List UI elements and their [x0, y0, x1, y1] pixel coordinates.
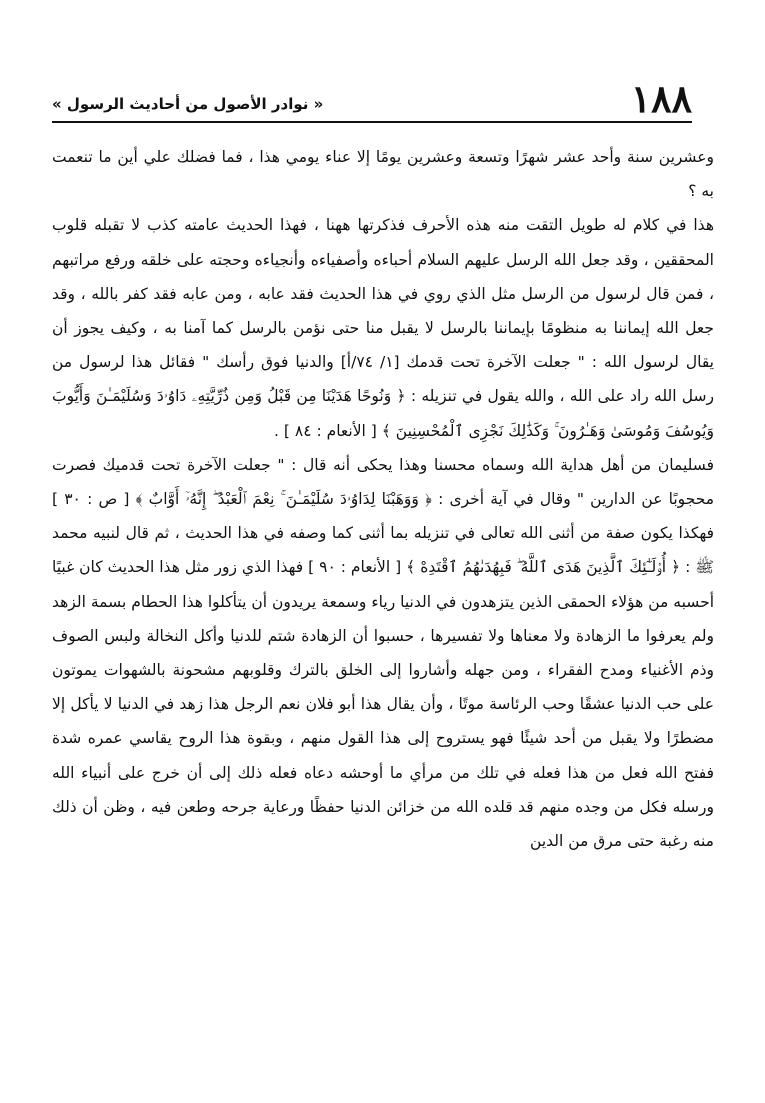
page-number: ١٨٨ — [630, 76, 692, 121]
paragraph: وعشرين سنة وأحد عشر شهرًا وتسعة وعشرين يومًا إلا عناء يومي هذا ، فما فضلك علي أين ما تنعمت به ؟ — [52, 148, 714, 201]
body-text — [52, 140, 714, 858]
paragraph: فسليمان من أهل هداية الله وسماه محسنا وهذا يحكى أنه قال : " جعلت الآخرة تحت قدميك فصرت محجوبًا عن الدارين " وقال في آية أخرى : ﴿ وَوَهَبْنَا لِدَاوُۥدَ سُلَيْمَـٰنَ ۚ نِعْمَ ٱلْعَبْدُ ۖ إِنَّهُۥٓ أَوَّابٌ ﴾ [ ص : ٣٠ ] فهكذا يكون صفة من أثنى الله تعالى في تنزيله بما أثنى كما وصفه في هذا الحديث ، ثم قال لنبيه محمد ﷺ : ﴿ أُو۟لَـٰٓئِكَ ٱلَّذِينَ هَدَى ٱللَّهُ ۖ فَبِهُدَىٰهُمُ ٱقْتَدِهْ ﴾ [ الأنعام : ٩٠ ] فهذا الذي زور مثل هذا الحديث كان غبيًا أحسبه من هؤلاء الحمقى الذين يتزهدون في الدنيا رياء وسمعة يريدون أن يتأكلوا هذا الحطام بسمة الزهد ولم يعرفوا ما الزهادة ولا معناها ولا تفسيرها ، حسبوا أن الزهادة شتم للدنيا وأكل النخالة ولبس الصوف وذم الأغنياء ومدح الفقراء ، ومن جهله وأشاروا إلى الخلق بالترك وقلوبهم مشحونة بالشهوات يموتون على حب الدنيا عشقًا وحب الرئاسة موتًا ، وأن يقال هذا أبو فلان نعم الرجل هذا زهد في الدنيا لا يأكل إلا مضطرًا ولا يقبل من أحد شيئًا فهو يستروح إلى هذا القول منهم ، وبقوة هذا الروح يقاسي عمره شدة ففتح الله فعل من هذا فعله في تلك من مرأي ما أوحشه دعاه فعله ذلك إلى أن خرج على أنبياء الله ورسله فكل من وجده منهم قد قلده الله من خزائن الدنيا حفظًا ورعاية جرحه وطعن فيه ، وظن أن ذلك منه رغبة حتى مرق من الدين — [52, 455, 715, 851]
page-header — [52, 76, 692, 121]
paragraph: هذا في كلام له طويل التقت منه هذه الأحرف فذكرتها ههنا ، فهذا الحديث عامته كذب لا تقبله قلوب المحققين ، وقد جعل الله الرسل عليهم السلام أحباءه وأصفياءه وأنجياءه وحجته على خلقه ورفع مراتبهم ، فمن قال لرسول من الرسل مثل الذي روي في هذا الحديث فقد عابه ، ومن عابه فقد كفر بالله ، وقد جعل الله إيماننا به منظومًا بإيماننا بالرسل لا يقبل منا حتى نؤمن بالرسل كما آمنا به ، وكيف يجوز أن يقال لرسول الله : " جعلت الآخرة تحت قدمك [١/ ٧٤/أ] والدنيا فوق رأسك " فقائل هذا لرسول من رسل الله راد على الله ، والله يقول في تنزيله : ﴿ وَنُوحًا هَدَيْنَا مِن قَبْلُ وَمِن ذُرِّيَّتِهِۦ دَاوُۥدَ وَسُلَيْمَـٰنَ وَأَيُّوبَ وَيُوسُفَ وَمُوسَىٰ وَهَـٰرُونَ ۚ وَكَذَٰلِكَ نَجْزِى ٱلْمُحْسِنِينَ ﴾ [ الأنعام : ٨٤ ] . — [52, 216, 714, 440]
running-title: « نوادر الأصول من أحاديث الرسول » — [52, 95, 324, 113]
header-rule — [52, 121, 692, 123]
